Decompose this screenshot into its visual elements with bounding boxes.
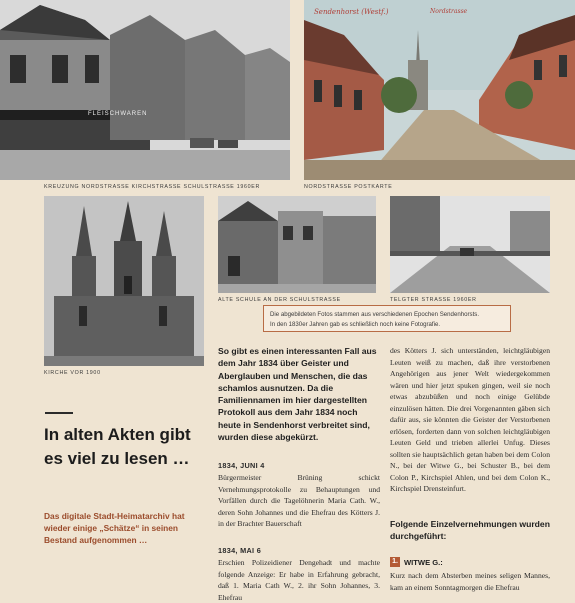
- photo-old-school-drawing: [218, 196, 376, 293]
- photo-nordstrasse-postcard: [304, 0, 575, 180]
- headline: [44, 423, 212, 471]
- photo-church: [44, 196, 204, 366]
- postcard-script-right: Nordstrasse: [430, 8, 468, 15]
- photo-telgter-strasse-drawing: [390, 196, 550, 293]
- entry-date-2: 1834, MAI 6: [218, 546, 262, 555]
- photo-note-box: [263, 305, 511, 332]
- entry-date-1: 1834, JUNI 4: [218, 461, 265, 470]
- headline-line-1: In alten Akten gibt: [44, 425, 191, 444]
- shop-sign: FLEISCHWAREN: [88, 111, 148, 117]
- caption-photo-3: KIRCHE VOR 1900: [44, 370, 101, 376]
- photo-nordstrasse-crossing-drawing: [0, 0, 290, 180]
- item-1-label: WITWE G.:: [404, 557, 443, 567]
- item-1-heading: [390, 557, 443, 567]
- caption-photo-1: KREUZUNG NORDSTRASSE KIRCHSTRASSE SCHULSTRASSE 1960ER: [44, 184, 261, 190]
- caption-photo-4: ALTE SCHULE AN DER SCHULSTRASSE: [218, 297, 341, 303]
- section-title: Folgende Einzelvernehmungen wurden durchgeführt:: [390, 519, 550, 541]
- photo-old-school: [218, 196, 376, 293]
- headline-dash: [45, 412, 73, 414]
- photo-nordstrasse-crossing: [0, 0, 290, 180]
- entry-text-2: Erschien Polizeidiener Dengehadt und machte folgende Anzeige: Er habe in Erfahrung gebracht, daß 1. Maria Cath W., 2. ihr Sohn Johannes, 3. Ehefrau: [218, 558, 380, 602]
- item-1-text: Kurz nach dem Absterben meines seligen Mannes, kam an einem Sonntagmorgen die Ehefrau: [390, 571, 550, 592]
- photo-church-drawing: [44, 196, 204, 366]
- column-3-text: des Kötters J. sich unterständen, leichtgläubigen Leuten weiß zu machen, daß ihre verstorbenen Angehörigen aus jener Welt wiedergekommen wären und hier jetzt spuken gingen, weil sie noch etwas abzubüßen und noch einige Gelübde einzulösen hätten. Die drei Vorgenannten gäben sich dafür aus, sie könnten die Geister der Verstorbenen erlösen, forderten dann von solchen leichtgläubigen Leuten Geld und trieben allerlei Unfug. Dieses sollten sie hauptsächlich getan haben bei dem Colon N., bei der Witwe G., bei Schuster B., bei dem Colon P., Kirchspiel Ahlen, und bei dem Colon K., Kirchspiel Drensteinfurt.: [390, 346, 550, 493]
- photo-nordstrasse-postcard-drawing: [304, 0, 575, 180]
- intro-paragraph: So gibt es einen interessanten Fall aus dem Jahr 1834 über Geister und Aberglauben und Menschen, die das schamlos ausnutzen. Da die Familiennamen im hier dargestellten Protokoll aus dem Jahr 1834 noch heute in Sendenhorst verbreitet sind, wurden diese abgekürzt.: [218, 346, 377, 443]
- caption-photo-5: TELGTER STRASSE 1960ER: [390, 297, 477, 303]
- photo-telgter-strasse: [390, 196, 550, 293]
- postcard-script-left: Sendenhorst (Westf.): [314, 8, 389, 16]
- entry-text-1: Bürgermeister Brüning schickt Vernehmungsprotokolle zu Behauptungen und Vorfällen durch die Tagelöhnerin Maria Cath. W., deren Sohn Johannes und die Ehefrau des Kötters J. in der Brachter Bauerschaft: [218, 473, 380, 528]
- photo-note-line-1: Die abgebildeten Fotos stammen aus verschiedenen Epochen Sendenhorsts.: [270, 311, 480, 318]
- subheadline: Das digitale Stadt-Heimatarchiv hat wieder einige „Schätze“ in seinen Bestand aufgenommen …: [44, 511, 185, 545]
- photo-note-line-2: In den 1830er Jahren gab es schließlich noch keine Fotografie.: [270, 321, 441, 328]
- headline-line-2: es viel zu lesen …: [44, 449, 190, 468]
- caption-photo-2: NORDSTRASSE POSTKARTE: [304, 184, 393, 190]
- item-1-number: 1.: [390, 557, 400, 567]
